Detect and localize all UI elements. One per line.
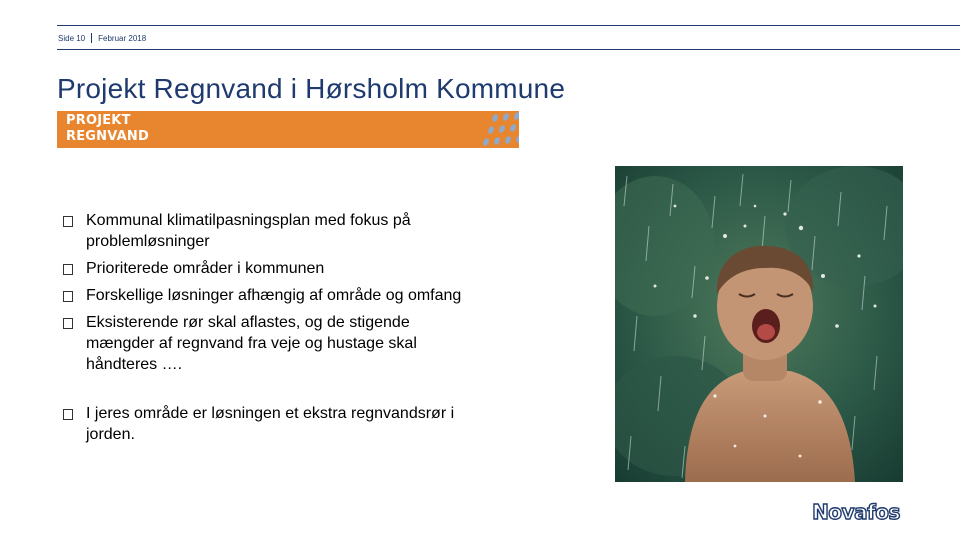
bullet-text: Eksisterende rør skal aflastes, og de stigende mængder af regnvand fra veje og hustage skal håndteres …. [86, 314, 417, 373]
banner-line-1: PROJEKT [66, 113, 131, 128]
meta-separator [91, 33, 92, 43]
logo-text: Novafos [812, 500, 900, 524]
bullet-text: Prioriterede områder i kommunen [86, 260, 325, 277]
bullet-text: Kommunal klimatilpasningsplan med fokus på problemløsninger [86, 212, 411, 250]
top-rule [57, 25, 960, 26]
checkbox-bullet-icon [63, 409, 73, 420]
checkbox-bullet-icon [63, 216, 73, 227]
bullet-item [63, 258, 463, 279]
raindrops-icon [477, 111, 519, 148]
checkbox-bullet-icon [63, 264, 73, 275]
bullet-list [63, 210, 463, 445]
page-title: Projekt Regnvand i Hørsholm Kommune [57, 73, 566, 104]
child-in-rain-photo [615, 166, 903, 482]
bullet-item [63, 312, 463, 375]
project-banner [57, 111, 519, 148]
slide-number: Side 10 [58, 34, 86, 43]
bullet-text: Forskellige løsninger afhængig af område og omfang [86, 287, 462, 304]
checkbox-bullet-icon [63, 291, 73, 302]
bullet-item [63, 403, 463, 445]
bullet-text: I jeres område er løsningen et ekstra regnvandsrør i jorden. [86, 405, 455, 443]
banner-line-2: REGNVAND [66, 129, 149, 144]
header-rule [57, 49, 960, 50]
bullet-item [63, 210, 463, 252]
checkbox-bullet-icon [63, 318, 73, 329]
bullet-item [63, 285, 463, 306]
novafos-logo [808, 500, 904, 524]
slide-date: Februar 2018 [98, 34, 147, 43]
slide-meta [58, 33, 146, 43]
